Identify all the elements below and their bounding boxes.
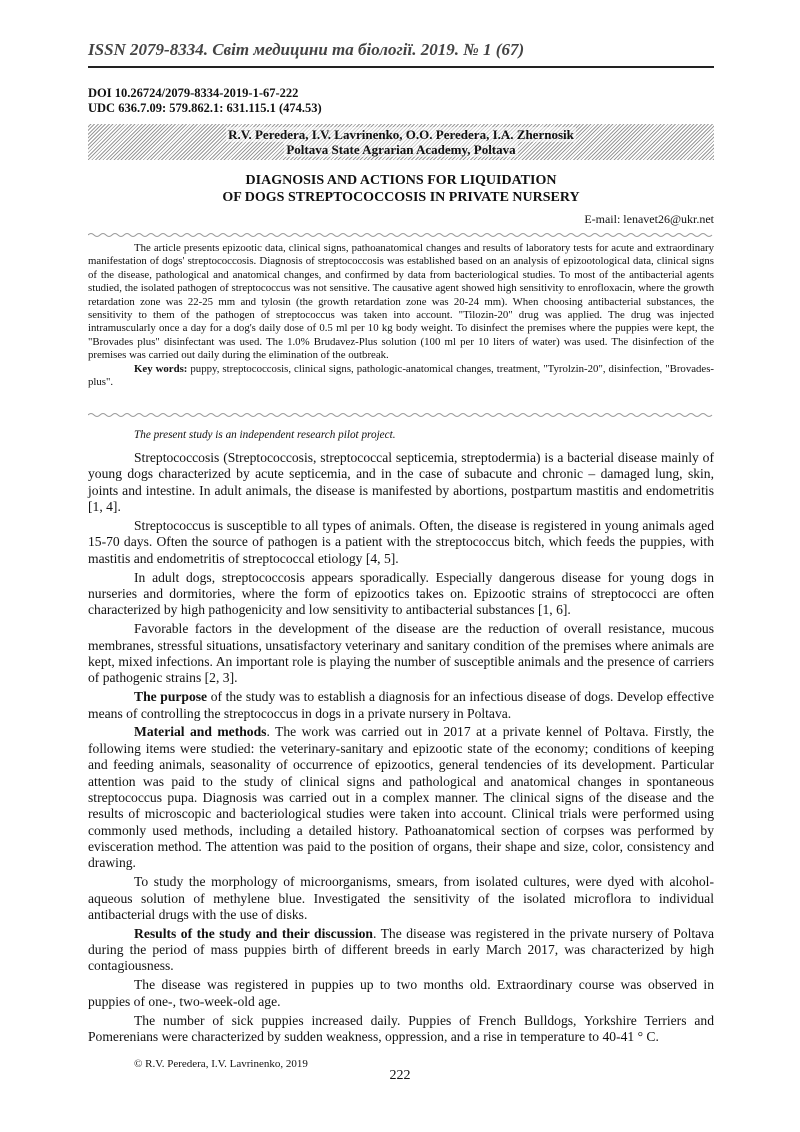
contact-email: E-mail: lenavet26@ukr.net [584,212,714,226]
paragraph-3: In adult dogs, streptococcosis appears sporadically. Especially dangerous disease for young dogs in nurseries and dormitories, where the form of epizootics takes on. Epizootic strains of streptococci are often characterized by high pathogenicity and low sensitivity to antibacterial substances [1, 6]. [88,569,714,618]
paragraph-8 [88,926,714,975]
author-names: R.V. Peredera, I.V. Lavrinenko, O.O. Peredera, I.A. Zhernosik [228,127,574,142]
paragraph-9: The disease was registered in puppies up to two months old. Extraordinary course was observed in puppies of one-, two-week-old age. [88,977,714,1009]
abstract-text: The article presents epizootic data, clinical signs, pathoanatomical changes and results of laboratory tests for acute and extraordinary manifestation of dogs' streptococcosis. Diagnosis of streptococcosis was established based on an analysis of epizootological data, clinical signs of the disease, pathological and anatomical changes, and confirmed by data from bacteriological studies. To most of the antibacterial agents studied, the isolated pathogen of streptococcus was not sensitive. The causative agent showed high sensitivity to enrofloxacin, where the growth retardation zone was 22-25 mm and tylosin (the growth retardation zone was 20-24 mm). When choosing antibacterial substances, the sensitivity to them of the pathogen of streptococcus was taken into account. "Tilozin-20" drug was applied. The drug was injected intramuscularly once a day for a dog's daily dose of 0.5 ml per 10 kg body weight. To disinfect the premises where the puppies were kept, the "Brovades plus" disinfectant was used. The 1.0% Brudavez-Plus solution (100 ml per 10 liters of water) was used. The disinfection of the premises was carried out daily during the elimination of the outbreak. [88,242,714,362]
paragraph-7: To study the morphology of microorganisms, smears, from isolated cultures, were dyed with alcohol-aqueous solution of methylene blue. Investigated the sensitivity of the isolated microflora to individual antibacterial drugs with the use of disks. [88,874,714,922]
paragraph-4: Favorable factors in the development of the disease are the reduction of overall resistance, mucous membranes, stressful situations, unsatisfactory veterinary and sanitary condition of the premises where animals are kept, mixed infections. An important role is playing the number of susceptible animals and the presence of carriers of pathogenic strains [2, 3]. [88,621,714,686]
udc: UDC 636.7.09: 579.862.1: 631.115.1 (474.53) [88,101,322,115]
article-title [88,172,714,206]
identifiers-block [88,86,322,116]
paragraph-2: Streptococcus is susceptible to all types of animals. Often, the disease is registered in young animals aged 15-70 days. Often the source of pathogen is a patient with the streptococcus bitch, which feeds the puppies, with mastitis and endometritis of streptococcal etiology [4, 5]. [88,517,714,566]
methods-heading: Material and methods [134,724,267,740]
purpose-heading: The purpose [134,689,208,705]
title-line-2: OF DOGS STREPTOCOCCOSIS IN PRIVATE NURSERY [222,190,580,205]
wavy-divider-top [88,232,714,238]
authors-band [88,124,714,160]
results-heading: Results of the study and their discussion [134,925,373,941]
paragraph-5 [88,689,714,722]
keywords-list: puppy, streptococcosis, clinical signs, pathologic-anatomical changes, treatment, "Tyrolzin-20", disinfection, "Brovades-plus". [88,362,715,389]
results-text: . The disease was registered in the private nursery of Poltava during the period of mass puppies birth of different breeds in early March 2017, was characterized by high contagiousness. [88,925,714,974]
page-number: 222 [389,1068,411,1083]
wavy-divider-bottom [88,412,714,418]
paragraph-1: Streptococcosis (Streptococcosis, streptococcal septicemia, streptodermia) is a bacterial disease mainly of young dogs characterized by acute septicemia, and in the case of subacute and chronic – damaged lung, skin, joints and intestine. In adult animals, the disease is manifested by abortions, postpartum mastitis and endometritis [1, 4]. [88,450,714,515]
pilot-note: The present study is an independent research pilot project. [134,429,396,441]
methods-text: . The work was carried out in 2017 at a private kennel of Poltava. Firstly, the following items were studied: the veterinary-sanitary and epizootic state of the economy; conditions of keeping and feeding animals, seasonality of occurrence of epizootics, general tendencies of its development. Particular attention was paid to the study of clinical signs and pathological and anatomical changes in spontaneous streptococcus pupa. Diagnosis was carried out in a complex manner. The clinical signs of the disease and the results of microscopic and bacteriological studies were taken into account. Clinical trials were performed using commonly used methods, including a detailed history. Pathoanatomical section of corpses was performed by evisceration method. The attention was paid to the position of organs, their shape and size, color, consistency and drawing. [88,724,714,871]
keywords [88,363,714,390]
paragraph-10: The number of sick puppies increased daily. Puppies of French Bulldogs, Yorkshire Terriers and Pomerenians were characterized by sudden weakness, oppression, and a rise in temperature to 40-41 ° C. [88,1012,714,1045]
affiliation: Poltava State Agrarian Academy, Poltava [286,142,516,157]
title-line-1: DIAGNOSIS AND ACTIONS FOR LIQUIDATION [245,173,557,188]
article-body [88,450,714,1048]
header-rule [88,66,714,68]
keywords-label: Key words: [134,362,188,375]
abstract [88,242,714,389]
doi: DOI 10.26724/2079-8334-2019-1-67-222 [88,86,299,100]
journal-header: ISSN 2079-8334. Світ медицини та біології. 2019. № 1 (67) [88,40,525,59]
purpose-text: of the study was to establish a diagnosis for an infectious disease of dogs. Develop effective means of controlling the streptococcus in dogs in a private nursery in Poltava. [88,689,714,721]
paragraph-6 [88,724,714,871]
copyright: © R.V. Peredera, I.V. Lavrinenko, 2019 [134,1058,308,1070]
